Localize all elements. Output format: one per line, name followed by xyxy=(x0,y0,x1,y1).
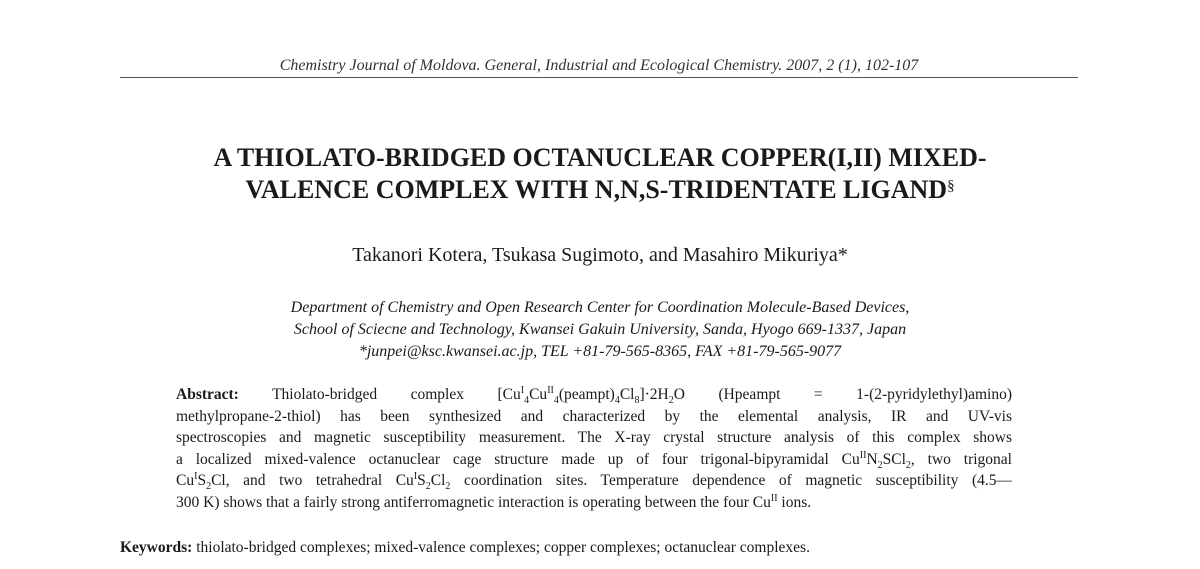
abstract xyxy=(176,384,1012,513)
abstract-text: , two trigonal xyxy=(910,450,1012,468)
abstract-text: S xyxy=(417,472,426,489)
affiliation-contact: *junpei@ksc.kwansei.ac.jp, TEL +81-79-565-8365, FAX +81-79-565-9077 xyxy=(358,343,842,360)
abstract-text: Cl xyxy=(430,472,446,489)
subscript: 2 xyxy=(445,481,451,493)
title-footnote-mark: § xyxy=(947,178,955,194)
title-line-1: A THIOLATO-BRIDGED OCTANUCLEAR COPPER(I,II) MIXED- xyxy=(213,143,987,172)
title-line-2-text: VALENCE COMPLEX WITH N,N,S-TRIDENTATE LIGAND xyxy=(245,175,948,204)
abstract-label: Abstract: xyxy=(176,386,239,403)
abstract-text: 300 K) shows that a fairly strong antiferromagnetic interaction is operating between the four Cu xyxy=(176,493,771,511)
superscript: I xyxy=(413,470,418,482)
subscript: 4 xyxy=(553,395,559,407)
abstract-line-4 xyxy=(176,449,1012,471)
abstract-line-5 xyxy=(176,470,1012,492)
abstract-line-1 xyxy=(176,384,1012,406)
abstract-line-3: spectroscopies and magnetic susceptibility measurement. The X-ray crystal structure analysis of this complex shows xyxy=(176,429,1012,446)
abstract-text: coordination sites. Temperature dependence of magnetic susceptibility (4.5— xyxy=(450,472,1012,489)
header-divider xyxy=(120,77,1078,78)
subscript: 8 xyxy=(634,395,640,407)
keywords-text: thiolato-bridged complexes; mixed-valence complexes; copper complexes; octanuclear complexes. xyxy=(192,539,810,556)
superscript: I xyxy=(520,384,525,396)
affiliation-line-2: School of Sciecne and Technology, Kwansei Gakuin University, Sanda, Hyogo 669-1337, Japan xyxy=(293,321,907,338)
abstract-text: O (Hpeampt = 1-(2-pyridylethyl)amino) xyxy=(673,386,1012,403)
subscript: 2 xyxy=(425,481,431,493)
abstract-text: Cl xyxy=(619,386,635,403)
abstract-text: ]·2H xyxy=(639,386,669,403)
abstract-text: ions. xyxy=(777,493,812,511)
keywords-label: Keywords: xyxy=(120,539,193,556)
superscript: II xyxy=(547,384,554,396)
abstract-text: Cu xyxy=(529,386,548,403)
abstract-text: Thiolato-bridged complex [Cu xyxy=(272,386,521,403)
superscript: II xyxy=(859,449,867,461)
abstract-text: (peampt) xyxy=(558,386,615,403)
author-list: Takanori Kotera, Tsukasa Sugimoto, and Masahiro Mikuriya* xyxy=(352,244,848,266)
superscript: I xyxy=(194,470,198,482)
subscript: 2 xyxy=(877,459,883,471)
abstract-text: N xyxy=(866,450,878,468)
affiliation-line-1: Department of Chemistry and Open Research Center for Coordination Molecule-Based Devices, xyxy=(290,299,910,316)
abstract-text: Cl, and two tetrahedral Cu xyxy=(211,472,414,489)
title-line-2 xyxy=(120,174,1080,206)
journal-header: Chemistry Journal of Moldova. General, Industrial and Ecological Chemistry. 2007, 2 (1), 102-107 xyxy=(279,57,919,74)
abstract-text: Cu xyxy=(176,472,195,489)
subscript: 2 xyxy=(206,481,212,493)
keywords xyxy=(120,537,1080,559)
abstract-text: S xyxy=(197,472,207,489)
subscript: 4 xyxy=(614,395,620,407)
subscript: 2 xyxy=(905,459,911,471)
abstract-text: SCl xyxy=(882,450,906,468)
abstract-line-2: methylpropane-2-thiol) has been synthesized and characterized by the elemental analysis, IR and UV-vis xyxy=(176,407,1012,425)
subscript: 4 xyxy=(524,395,530,407)
superscript: II xyxy=(770,492,778,504)
paper-title xyxy=(120,142,1080,206)
subscript: 2 xyxy=(668,395,674,407)
affiliation xyxy=(120,297,1080,363)
abstract-text: a localized mixed-valence octanuclear cage structure made up of four trigonal-bipyramidal Cu xyxy=(176,450,860,468)
abstract-line-6 xyxy=(176,492,1012,514)
